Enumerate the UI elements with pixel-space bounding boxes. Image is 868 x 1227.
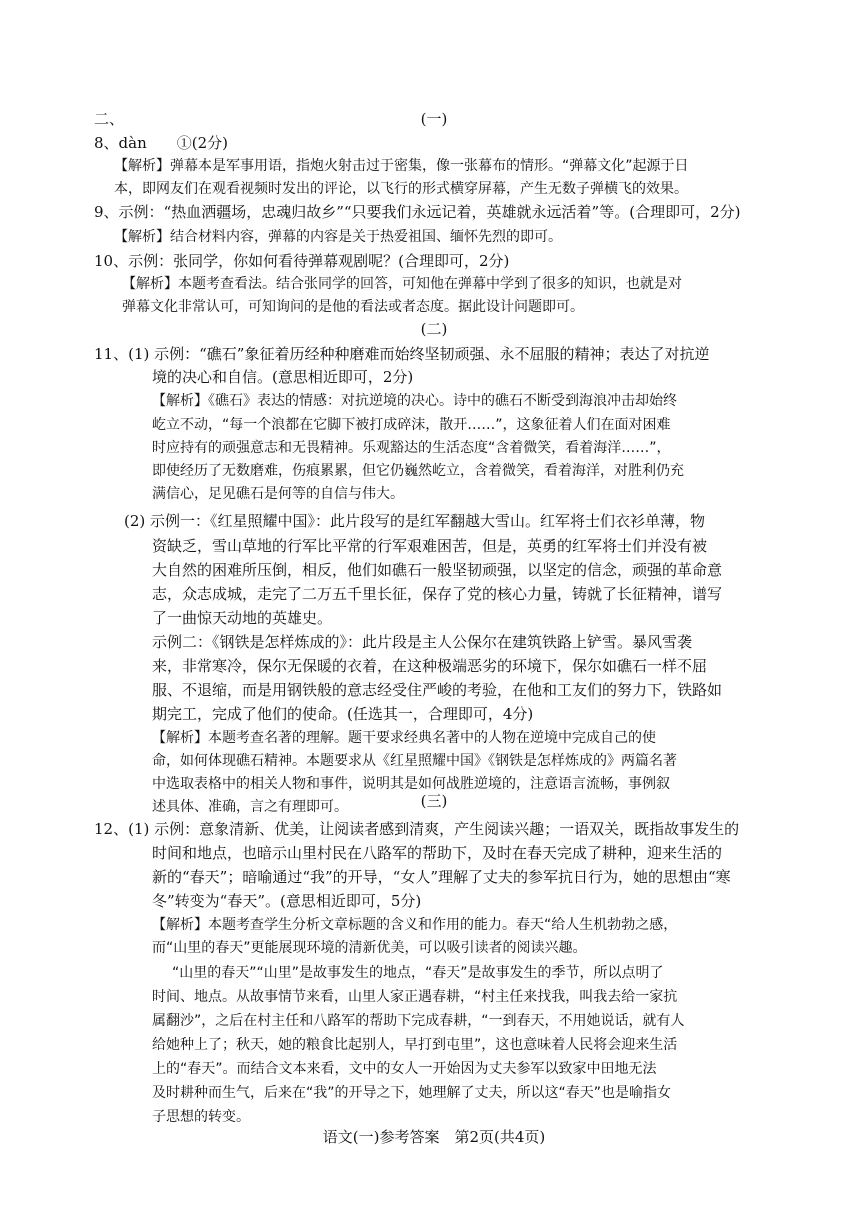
q11-p2-answer-line: 志，众志成城，走完了二万五千里长征，保存了党的核心力量，铸就了长征精神，谱写 [152,585,723,603]
page-footer: 语文(一)参考答案 第2页(共4页) [322,1128,546,1146]
q10-analysis-line: 【解析】本题考查看法。结合张同学的回答，可知他在弹幕中学到了很多的知识，也就是对 [122,276,682,292]
q12-p1-answer-line: 12、(1) 示例：意象清新、优美，让阅读者感到清爽，产生阅读兴趣；一语双关，既指故事发生的 [94,820,740,838]
q11-p2-answer-line: 示例二：《钢铁是怎样炼成的》：此片段是主人公保尔在建筑铁路上铲雪。暴风雪袭 [152,633,693,651]
q11-p2-answer-line: (2) 示例一：《红星照耀中国》：此片段写的是红军翻越大雪山。红军将士们衣衫单薄，物 [124,512,706,530]
q11-p2-answer-line: 了一曲惊天动地的英雄史。 [152,609,333,627]
q11-p1-analysis-line: 时应持有的顽强意志和无畏精神。乐观豁达的生活态度“含着微笑，看着海洋……”， [152,440,671,456]
q11-p1-analysis-line: 满信心，足见礁石是何等的自信与伟大。 [152,486,404,502]
q11-p2-answer-line: 资缺乏，雪山草地的行军比平常的行军艰难困苦，但是，英勇的红军将士们并没有被 [152,537,708,555]
q11-p2-answer-line: 来，非常寒冷，保尔无保暖的衣着，在这种极端恶劣的环境下，保尔如礁石一样不屈 [152,657,708,675]
q11-p1-analysis-line: 屹立不动，“每一个浪都在它脚下被打成碎沫，散开……”，这象征着人们在面对困难 [152,417,671,433]
q11-p1-answer-line: 11、(1) 示例：“礁石”象征着历经种种磨难而始终坚韧顽强、永不屈服的精神；表达了对抗逆 [94,345,710,363]
section-heading-3: (三) [420,792,448,810]
q12-p1-analysis-line: 属翻沙”，之后在村主任和八路军的帮助下完成春耕，“一到春天，不用她说话，就有人 [152,1013,685,1029]
q12-p1-analysis-line: 给她种上了；秋天，她的粮食比起别人，早打到屯里”，这也意味着人民将会迎来生活 [152,1037,678,1053]
q12-p1-analysis-line: 时间、地点。从故事情节来看，山里人家正遇春耕，“村主任来找我，叫我去给一家抗 [152,989,678,1005]
q12-p1-analysis-line: “山里的春天”“山里”是故事发生的地点，“春天”是故事发生的季节，所以点明了 [172,965,664,981]
q11-p2-analysis-line: 命，如何体现礁石精神。本题要求从《红星照耀中国》《钢铁是怎样炼成的》两篇名著 [152,753,677,769]
q9-analysis-line: 【解析】结合材料内容，弹幕的内容是关于热爱祖国、缅怀先烈的即可。 [114,229,562,245]
q12-p1-answer-line: 时间和地点，也暗示山里村民在八路军的帮助下，及时在春天完成了耕种，迎来生活的 [152,844,723,862]
q12-p1-analysis-line: 及时耕种而生气，后来在“我”的开导之下，她理解了丈夫，所以这“春天”也是喻指女 [152,1085,672,1101]
q12-p1-analysis-line: 上的“春天”。而结合文本来看，文中的女人一开始因为丈夫参军以致家中田地无法 [152,1061,657,1077]
q9-answer: 9、示例：“热血洒疆场，忠魂归故乡”“只要我们永远记着，英雄就永远活着”等。(合理即可，2分) [94,203,741,221]
q11-p2-analysis-line: 述具体、准确，言之有理即可。 [152,799,348,815]
section-heading-1: (一) [420,110,448,128]
q11-p1-answer-line: 境的决心和自信。(意思相近即可，2分) [152,368,414,386]
section-heading-2: (二) [420,320,448,338]
q12-p1-answer-line: 冬”转变为“春天”。(意思相近即可，5分) [152,892,422,910]
q11-p2-answer-line: 大自然的困难所压倒，相反，他们如礁石一般坚韧顽强，以坚定的信念，顽强的革命意 [152,561,723,579]
q12-p1-answer-line: 新的“春天”；暗喻通过“我”的开导，“女人”理解了丈夫的参军抗日行为，她的思想由“寒 [152,868,731,886]
q10-answer: 10、示例：张同学，你如何看待弹幕观剧呢？(合理即可，2分) [94,252,510,270]
q11-p2-answer-line: 期完工，完成了他们的使命。(任选其一，合理即可，4分) [152,705,534,723]
q8-answer: 8、dàn ①(2分) [94,134,228,152]
part-heading: 二、 [94,110,125,128]
q8-analysis-line: 本，即网友们在观看视频时发出的评论，以飞行的形式横穿屏幕，产生无数子弹横飞的效果。 [114,181,688,197]
q11-p1-analysis-line: 【解析】《礁石》表达的情感：对抗逆境的决心。诗中的礁石不断受到海浪冲击却始终 [152,393,677,409]
q12-p1-analysis-line: 【解析】本题考查学生分析文章标题的含义和作用的能力。春天“给人生机勃勃之感， [152,917,678,933]
q8-analysis-line: 【解析】弹幕本是军事用语，指炮火射击过于密集，像一张幕布的情形。“弹幕文化”起源于日 [114,158,689,174]
q11-p2-analysis-line: 【解析】本题考查名著的理解。题干要求经典名著中的人物在逆境中完成自己的使 [152,730,656,746]
q11-p2-analysis-line: 中选取表格中的相关人物和事件，说明其是如何战胜逆境的，注意语言流畅，事例叙 [152,776,670,792]
q11-p1-analysis-line: 即使经历了无数磨难，伤痕累累，但它仍巍然屹立，含着微笑，看着海洋，对胜利仍充 [152,463,684,479]
q10-analysis-line: 弹幕文化非常认可，可知询问的是他的看法或者态度。据此设计问题即可。 [122,299,584,315]
q11-p2-answer-line: 服、不退缩，而是用钢铁般的意志经受住严峻的考验，在他和工友们的努力下，铁路如 [152,681,723,699]
q12-p1-analysis-line: 而“山里的春天”更能展现环境的清新优美，可以吸引读者的阅读兴趣。 [152,940,587,956]
q12-p1-analysis-line: 子思想的转变。 [152,1109,250,1125]
